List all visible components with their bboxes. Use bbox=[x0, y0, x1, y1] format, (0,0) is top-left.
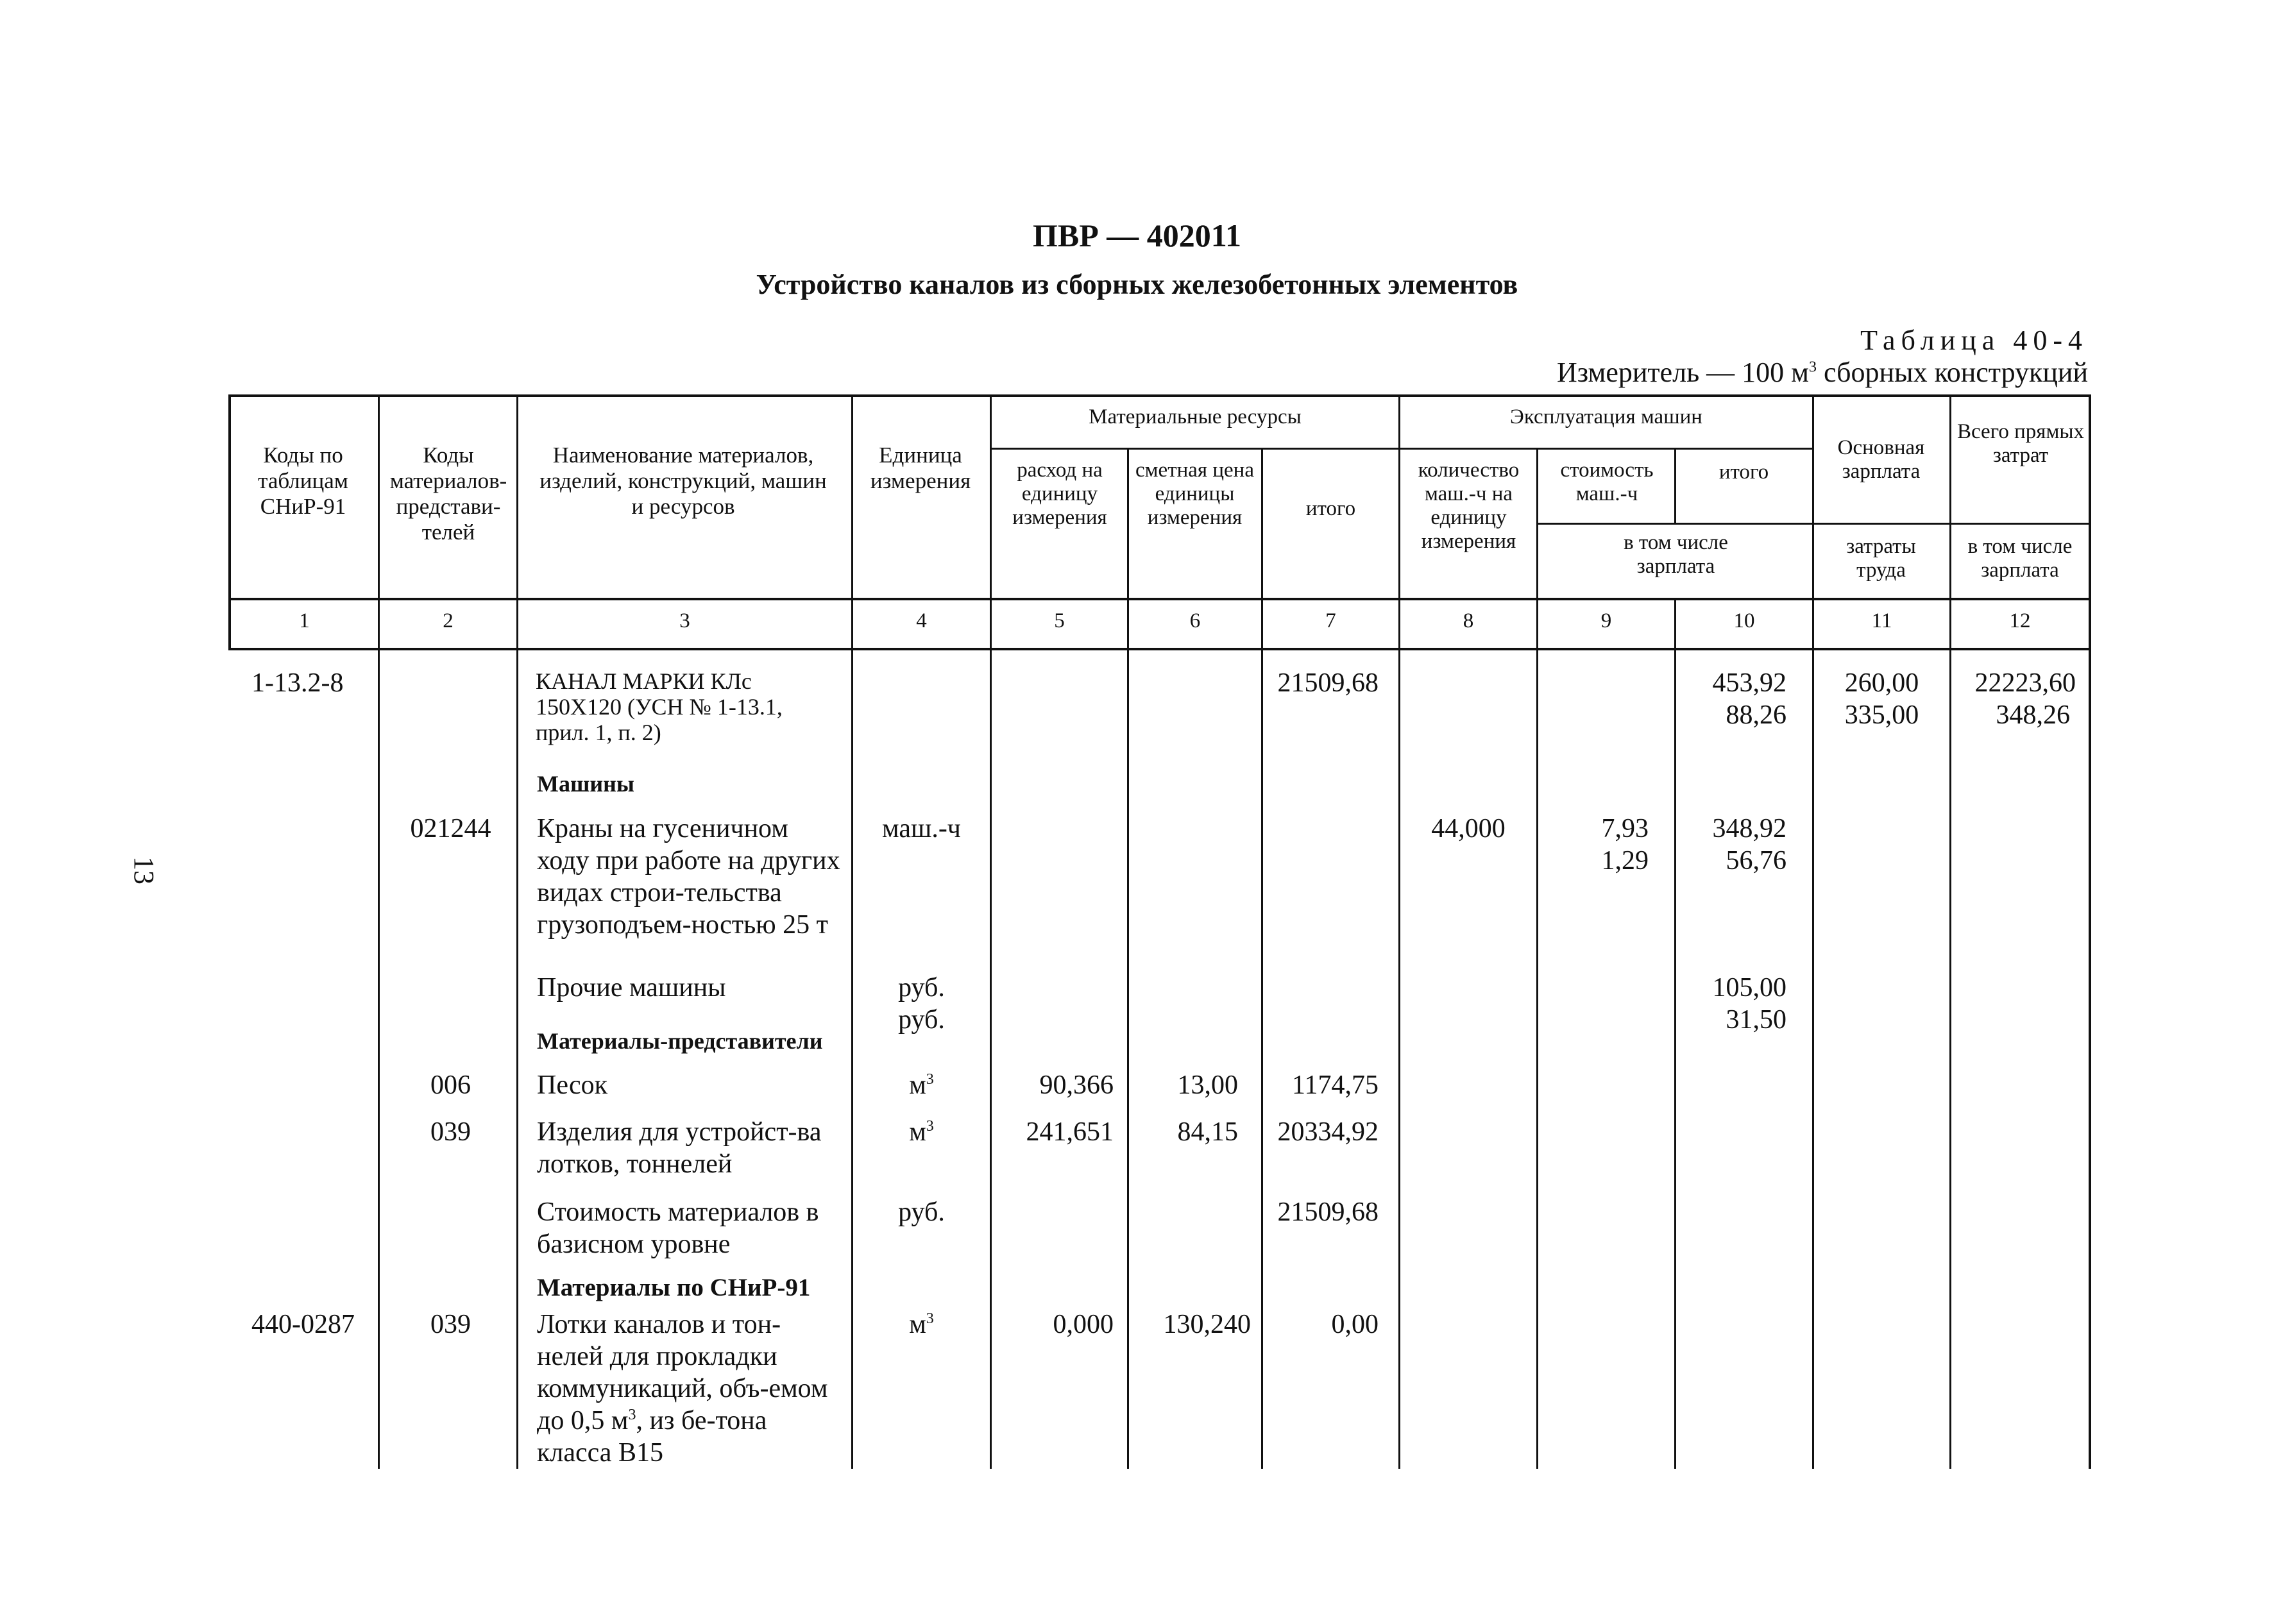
col-number-2: 2 bbox=[443, 609, 454, 632]
row-unit: $м^3$ bbox=[909, 1117, 934, 1147]
row-machines-total: 348,92 bbox=[1712, 814, 1786, 843]
row-machines-wage: 56,76 bbox=[1726, 846, 1786, 875]
section-machines: Машины bbox=[537, 771, 634, 797]
col-header-materials-total: итого bbox=[1305, 497, 1356, 520]
row-machine-hour-wage: 1,29 bbox=[1601, 846, 1649, 875]
table-number: Таблица 40-4 bbox=[1860, 325, 2088, 356]
row-price: 13,00 bbox=[1177, 1070, 1238, 1100]
col-header-machines-wage: в том числе зарплата bbox=[1624, 531, 1728, 578]
row-code: 440-0287 bbox=[251, 1310, 355, 1339]
row-price: 130,240 bbox=[1163, 1310, 1251, 1339]
row-price: 84,15 bbox=[1177, 1117, 1238, 1147]
col-header-machine-hours: количество маш.-ч на единицу измерения bbox=[1418, 459, 1520, 553]
col-header-name: Наименование материалов, изделий, конструкций, машин и ресурсов bbox=[539, 443, 827, 519]
col-number-3: 3 bbox=[679, 609, 690, 632]
row-unit: руб. bbox=[898, 1197, 945, 1227]
row-material-code: 039 bbox=[430, 1117, 471, 1147]
row-unit: $м^3$ bbox=[909, 1310, 934, 1339]
col-header-price: сметная цена единицы измерения bbox=[1135, 459, 1254, 529]
row-materials-total: 0,00 bbox=[1331, 1310, 1379, 1339]
col-number-8: 8 bbox=[1463, 609, 1474, 632]
page-number: 13 bbox=[128, 856, 160, 884]
row-materials-total: 21509,68 bbox=[1277, 668, 1379, 698]
row-unit-secondary: руб. bbox=[898, 1005, 945, 1035]
col-number-7: 7 bbox=[1325, 609, 1336, 632]
row-name: Прочие машины bbox=[537, 973, 726, 1002]
row-base-wage: 260,00 bbox=[1844, 668, 1919, 698]
col-header-snir-codes: Коды по таблицам СНиР-91 bbox=[258, 443, 348, 519]
row-machine-hour-cost: 7,93 bbox=[1601, 814, 1649, 843]
col-number-5: 5 bbox=[1054, 609, 1065, 632]
row-name: Изделия для устройст-ва лотков, тоннелей bbox=[537, 1117, 822, 1179]
col-number-1: 1 bbox=[299, 609, 310, 632]
col-number-12: 12 bbox=[2009, 609, 2031, 632]
col-header-labor: затраты труда bbox=[1846, 535, 1916, 582]
row-machines-total: 105,00 bbox=[1712, 973, 1786, 1002]
measure-unit: Измеритель — 100 $м^3$ сборных конструкций bbox=[1556, 357, 2088, 388]
section-snir-materials: Материалы по СНиР-91 bbox=[537, 1274, 811, 1301]
row-material-code: 039 bbox=[430, 1310, 471, 1339]
row-direct-costs: 22223,60 bbox=[1974, 668, 2076, 698]
row-name: Песок bbox=[537, 1070, 608, 1100]
row-materials-total: 1174,75 bbox=[1292, 1070, 1379, 1100]
document-subtitle: Устройство каналов из сборных железобетонных элементов bbox=[756, 269, 1518, 300]
col-header-direct-wage: в том числе зарплата bbox=[1967, 535, 2073, 582]
row-usage: 241,651 bbox=[1026, 1117, 1114, 1147]
row-name: Краны на гусеничном ходу при работе на других видах строи-тельства грузоподъем-ностью 25 т bbox=[537, 814, 840, 940]
row-material-code: 021244 bbox=[410, 814, 491, 843]
col-number-4: 4 bbox=[916, 609, 927, 632]
row-direct-wage: 348,26 bbox=[1996, 700, 2070, 730]
col-header-material-codes: Коды материалов-представи-телей bbox=[389, 443, 507, 545]
row-usage: 90,366 bbox=[1039, 1070, 1114, 1100]
col-header-unit: Единица измерения bbox=[870, 443, 971, 493]
row-machine-hours: 44,000 bbox=[1431, 814, 1506, 843]
col-number-11: 11 bbox=[1871, 609, 1892, 632]
row-code: 1-13.2-8 bbox=[251, 668, 344, 698]
row-materials-total: 20334,92 bbox=[1277, 1117, 1379, 1147]
row-unit: $м^3$ bbox=[909, 1070, 934, 1100]
col-header-base-wage: Основная зарплата bbox=[1837, 436, 1925, 483]
row-material-code: 006 bbox=[430, 1070, 471, 1100]
row-machines-total: 453,92 bbox=[1712, 668, 1786, 698]
group-header-materials: Материальные ресурсы bbox=[1089, 405, 1302, 428]
row-materials-total: 21509,68 bbox=[1277, 1197, 1379, 1227]
col-number-6: 6 bbox=[1189, 609, 1201, 632]
row-name: КАНАЛ МАРКИ КЛс 150Х120 (УСН № 1-13.1, прил. 1, п. 2) bbox=[536, 668, 783, 745]
col-header-usage: расход на единицу измерения bbox=[1012, 459, 1107, 529]
row-name: Лотки каналов и тон-нелей для прокладки коммуникаций, объ-емом до 0,5 $м^3$, из бе-тона класса В15 bbox=[537, 1310, 828, 1468]
section-representative-materials: Материалы-представители bbox=[537, 1028, 823, 1054]
col-header-machines-total: итого bbox=[1718, 461, 1769, 484]
row-machines-wage: 31,50 bbox=[1726, 1005, 1786, 1035]
row-usage: 0,000 bbox=[1053, 1310, 1114, 1339]
col-header-direct-costs: Всего прямых затрат bbox=[1956, 420, 2085, 467]
row-machines-wage: 88,26 bbox=[1726, 700, 1786, 730]
row-unit: руб. bbox=[898, 973, 945, 1002]
document-title: ПВР — 402011 bbox=[1032, 217, 1242, 253]
row-name: Стоимость материалов в базисном уровне bbox=[537, 1197, 819, 1259]
row-unit: маш.-ч bbox=[882, 814, 961, 843]
group-header-machines: Эксплуатация машин bbox=[1510, 405, 1702, 428]
col-number-10: 10 bbox=[1733, 609, 1755, 632]
row-labor: 335,00 bbox=[1844, 700, 1919, 730]
col-number-9: 9 bbox=[1600, 609, 1612, 632]
col-header-machine-hour-cost: стоимость маш.-ч bbox=[1560, 459, 1654, 505]
